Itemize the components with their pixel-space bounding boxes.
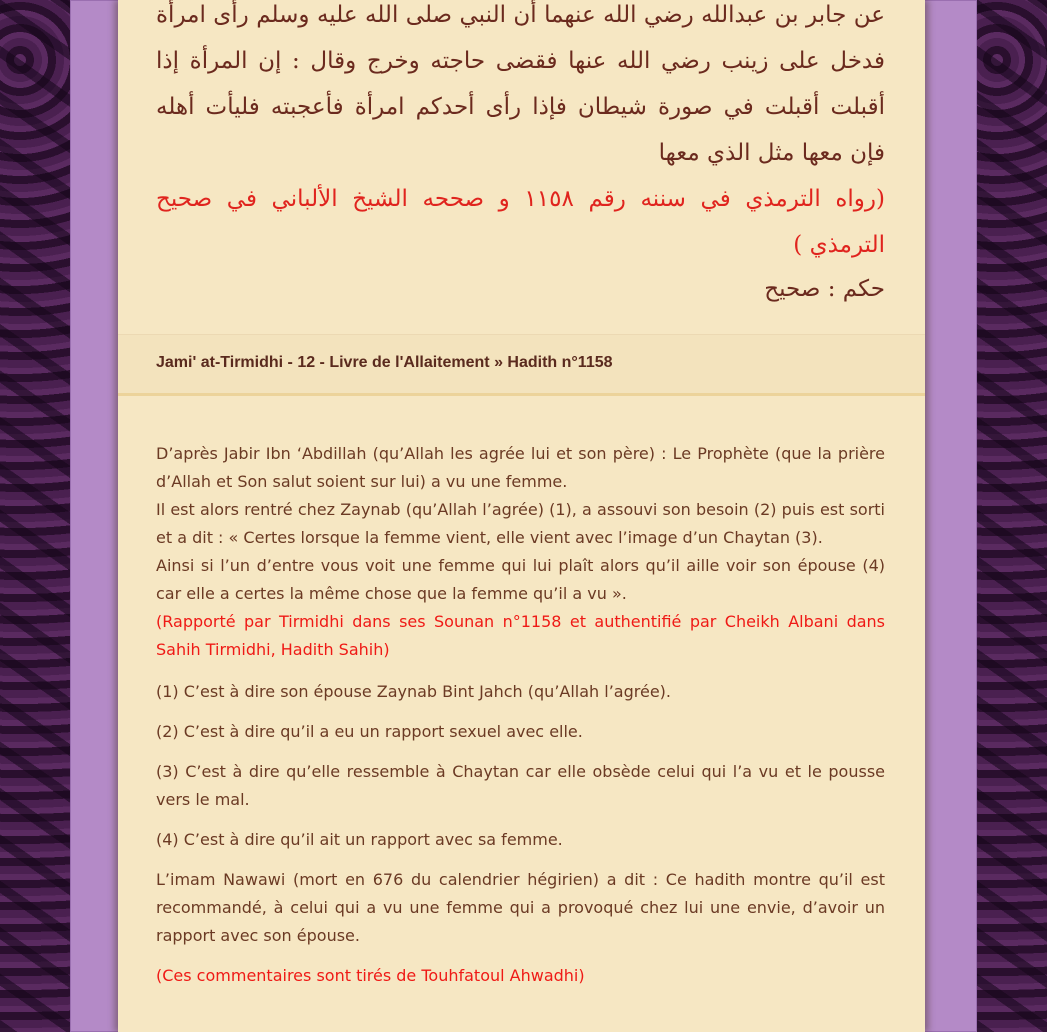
french-translation bbox=[118, 396, 925, 990]
nawawi-commentary: L’imam Nawawi (mort en 676 du calendrier hégirien) a dit : Ce hadith montre qu’il est recommandé, à celui qui a vu une femme qui a provoqué chez lui une envie, d’avoir un rapport avec son épouse. bbox=[156, 870, 885, 945]
french-line-1: D’après Jabir Ibn ‘Abdillah (qu’Allah les agrée lui et son père) : Le Prophète (que la prière d’Allah et Son salut soient sur lui) a vu une femme. bbox=[156, 444, 885, 491]
french-line-3: Ainsi si l’un d’entre vous voit une femme qui lui plaît alors qu’il aille voir son épouse (4) car elle a certes la même chose que la femme qu’il a vu ». bbox=[156, 556, 885, 603]
note-3: (3) C’est à dire qu’elle ressemble à Chaytan car elle obsède celui qui l’a vu et le pousse vers le mal. bbox=[156, 762, 885, 809]
french-source: (Rapporté par Tirmidhi dans ses Sounan n°1158 et authentifié par Cheikh Albani dans Sahih Tirmidhi, Hadith Sahih) bbox=[156, 612, 885, 659]
french-line-2: Il est alors rentré chez Zaynab (qu’Allah l’agrée) (1), a assouvi son besoin (2) puis est sorti et a dit : « Certes lorsque la femme vient, elle vient avec l’image d’un Chaytan (3). bbox=[156, 500, 885, 547]
arabic-matn: عن جابر بن عبدالله رضي الله عنهما أن النبي صلى الله عليه وسلم رأى امرأة فدخل على زينب رضي الله عنها فقضى حاجته وخرج وقال : إن المرأة إذا أقبلت أقبلت في صورة شيطان فإذا رأى أحدكم امرأة فأعجبته فليأت أهله فإن معها مثل الذي معها bbox=[156, 2, 885, 166]
breadcrumb: Jami' at-Tirmidhi - 12 - Livre de l'Allaitement » Hadith n°1158 bbox=[118, 335, 925, 396]
arabic-hadith-text bbox=[118, 0, 925, 268]
note-4: (4) C’est à dire qu’il ait un rapport avec sa femme. bbox=[156, 830, 563, 849]
background-pattern-right bbox=[977, 0, 1047, 1032]
arabic-source: (رواه الترمذي في سننه رقم ١١٥٨ و صححه الشيخ الألباني في صحيح الترمذي ) bbox=[156, 186, 885, 258]
note-1: (1) C’est à dire son épouse Zaynab Bint Jahch (qu’Allah l’agrée). bbox=[156, 682, 671, 701]
commentary-source: (Ces commentaires sont tirés de Touhfatoul Ahwadhi) bbox=[156, 966, 585, 985]
arabic-hukm: حكم : صحيح bbox=[764, 276, 885, 302]
content-panel bbox=[118, 0, 925, 1032]
note-2: (2) C’est à dire qu’il a eu un rapport sexuel avec elle. bbox=[156, 722, 583, 741]
background-pattern-left bbox=[0, 0, 70, 1032]
